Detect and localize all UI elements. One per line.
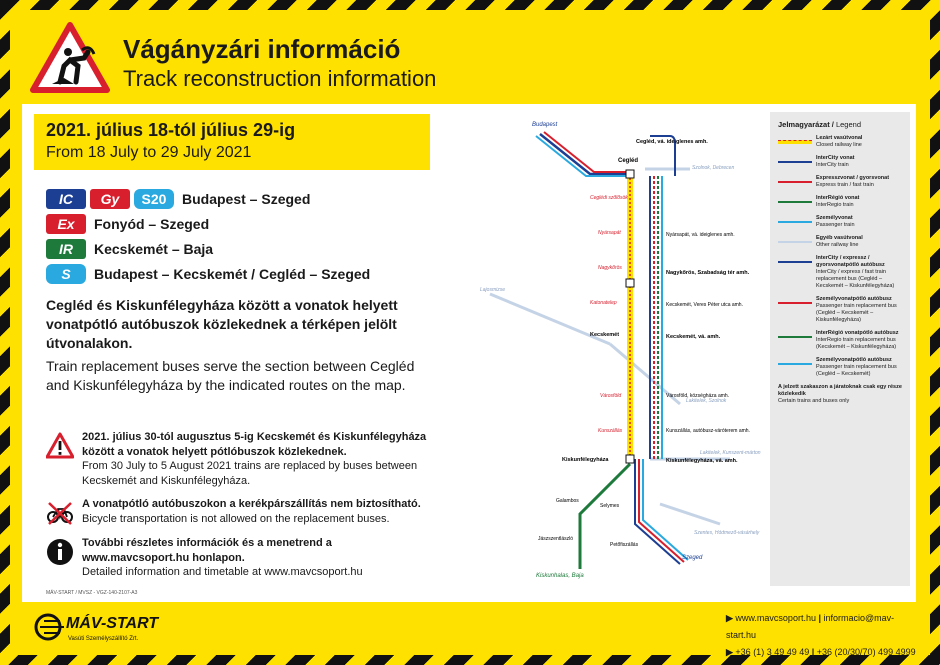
legend-item: Személyvonatpótló autóbusz Passenger train replacement bus (Cegléd – Kecskemét)	[778, 357, 902, 378]
station-label: Nyársapát	[598, 230, 621, 236]
route-map	[450, 114, 780, 584]
station-label: Kunszállás	[598, 428, 623, 434]
route-item	[46, 186, 436, 211]
station-label: Városföld	[600, 393, 622, 399]
route-item	[46, 261, 436, 286]
note-item	[46, 536, 436, 580]
phone-2: +36 (20/30/70) 499 4999	[816, 647, 916, 657]
legend-item: Egyéb vasútvonal Other railway line	[778, 235, 902, 249]
phone-1: +36 (1) 3 49 49 49	[735, 647, 810, 657]
legend-item: InterCity vonat InterCity train	[778, 155, 902, 169]
footer	[22, 602, 916, 657]
station-label: Kiskunfélegyháza	[562, 457, 609, 463]
station-label: Selymes	[600, 503, 620, 509]
note-english: Bicycle transportation is not allowed on the replacement buses.	[82, 512, 390, 525]
legend-item: Személyvonat Passenger train	[778, 215, 902, 229]
no-bicycle-icon	[46, 499, 74, 527]
station-label: Nagykőrös	[598, 265, 622, 271]
title-hungarian: Vágányzári információ	[123, 34, 401, 64]
mav-start-logo	[34, 608, 184, 646]
interregio-badge: IR	[46, 239, 86, 259]
legend-item: Személyvonatpótló autóbusz Passenger train replacement bus (Cegléd – Kecskemét – Kiskunfélegyháza)	[778, 296, 902, 324]
legend-title: Jelmagyarázat / Legend	[778, 120, 861, 129]
legend-item: InterRégió vonatpótló autóbusz InterRegio train replacement bus (Kecskemét – Kiskunfélegyháza)	[778, 330, 902, 351]
express-badge: Ex	[46, 214, 86, 234]
station-label: Galambos	[556, 498, 579, 504]
date-hungarian: 2021. július 18-tól július 29-ig	[46, 120, 296, 140]
route-list	[46, 186, 436, 286]
stop-label: Kecskemét, vá. amh.	[666, 334, 721, 340]
logo-text: MÁV-START	[66, 615, 159, 632]
fast-train-badge: Gy	[90, 189, 130, 209]
station-label: Szolnok, Debrecen	[692, 165, 735, 171]
main-text-hungarian: Cegléd és Kiskunfélegyháza között a vonatok helyett vonatpótló autóbuszok közlekednek a térképen jelölt útvonalakon.	[46, 297, 398, 351]
route-item	[46, 211, 436, 236]
station-label: Lakitelek, Kunszent-márton	[700, 450, 761, 456]
station-label: Petőfiszállás	[610, 542, 639, 548]
stop-label: Nagykőrös, Szabadság tér amh.	[666, 270, 750, 276]
note-hungarian: További részletes információk és a menetrend a www.mavcsoport.hu honlapon.	[82, 537, 332, 564]
stop-label: Kiskunfélegyháza, vá. amh.	[666, 458, 738, 464]
station-label: Kiskunhalas, Baja	[536, 573, 584, 579]
route-item	[46, 236, 436, 261]
legend-item: Expresszvonat / gyorsvonat Express train / fast train	[778, 175, 902, 189]
legend-item: Lezárt vasútvonal Closed railway line	[778, 135, 902, 149]
roadwork-warning-icon	[30, 22, 110, 94]
email-link[interactable]: informacio@mav-start.hu	[726, 613, 895, 640]
info-icon	[46, 538, 74, 566]
web-link[interactable]: www.mavcsoport.hu	[735, 613, 816, 623]
warning-icon	[46, 432, 74, 460]
route-text: Fonyód – Szeged	[94, 215, 210, 232]
station-label: Ceglédi szőlősök	[590, 195, 628, 201]
content-panel	[22, 104, 916, 602]
station-label: Szentes, Hódmező-vásárhely	[694, 530, 760, 536]
stop-label: Kunszállás, autóbusz-váróterem amh.	[666, 428, 750, 434]
date-box	[34, 114, 430, 170]
legend-item: InterRégió vonat InterRegio train	[778, 195, 902, 209]
legend-item: InterCity / expressz / gyorsvonatpótló autóbusz InterCity / express / fast train replacement bus (Cegléd – Kecskemét – Kiskunfélegyháza)	[778, 255, 902, 290]
s20-badge: S20	[134, 189, 174, 209]
suburban-badge: S	[46, 264, 86, 284]
station-label: Lakitelek, Szolnok	[686, 398, 727, 404]
intercity-badge: IC	[46, 189, 86, 209]
note-item	[46, 430, 436, 488]
note-english: Detailed information and timetable at www.mavcsoport.hu	[82, 566, 363, 578]
station-label: Kecskemét	[590, 332, 620, 338]
logo-subtitle: Vasúti Személyszállító Zrt.	[68, 636, 139, 642]
station-label: Lajosmizse	[480, 287, 506, 293]
station-label: Cegléd	[618, 158, 639, 164]
header	[30, 22, 910, 102]
stop-label: Városföld, községháza amh.	[666, 393, 730, 399]
note-english: From 30 July to 5 August 2021 trains are replaced by buses between Kecskemét and Kiskunfélegyháza.	[82, 460, 418, 487]
note-item	[46, 497, 436, 527]
document-code: MÁV-START / MVSZ - VGZ-140-2107-A3	[46, 590, 138, 596]
station-label: Budapest	[532, 122, 558, 128]
stop-label: Kecskemét, Veres Péter utca amh.	[666, 302, 743, 308]
route-text: Kecskemét – Baja	[94, 240, 214, 257]
route-text: Budapest – Kecskemét / Cegléd – Szeged	[94, 265, 371, 282]
legend-item: A jelzett szakaszon a járatoknak csak egy része közlekedik Certain trains and buses only	[778, 384, 902, 404]
legend-panel	[770, 112, 910, 586]
contact-info: ▶ www.mavcsoport.hu | informacio@mav-start.hu ▶ +36 (1) 3 49 49 49 | +36 (20/30/70) 499 4999	[726, 613, 916, 657]
date-english: From 18 July to 29 July 2021	[46, 144, 252, 161]
title-english: Track reconstruction information	[123, 66, 437, 91]
stop-label: Nyársapát, vá. ideiglenes amh.	[666, 232, 735, 238]
note-hungarian: 2021. július 30-tól augusztus 5-ig Kecskemét és Kiskunfélegyháza között a vonatok helyett pótlóbuszok közlekednek.	[82, 431, 427, 458]
station-label: Szeged	[682, 555, 703, 561]
stop-label: Cegléd, vá. ideiglenes amh.	[636, 139, 708, 145]
szentes-line	[660, 504, 720, 524]
main-text-english: Train replacement buses serve the section between Cegléd and Kiskunfélegyháza by the indicated routes on the map.	[46, 358, 415, 393]
note-hungarian: A vonatpótló autóbuszokon a kerékpárszállítás nem biztosítható.	[82, 498, 421, 510]
route-text: Budapest – Szeged	[182, 190, 311, 207]
station-label: Katonatelep	[590, 300, 617, 306]
station-label: Jászszentlászló	[538, 536, 574, 542]
